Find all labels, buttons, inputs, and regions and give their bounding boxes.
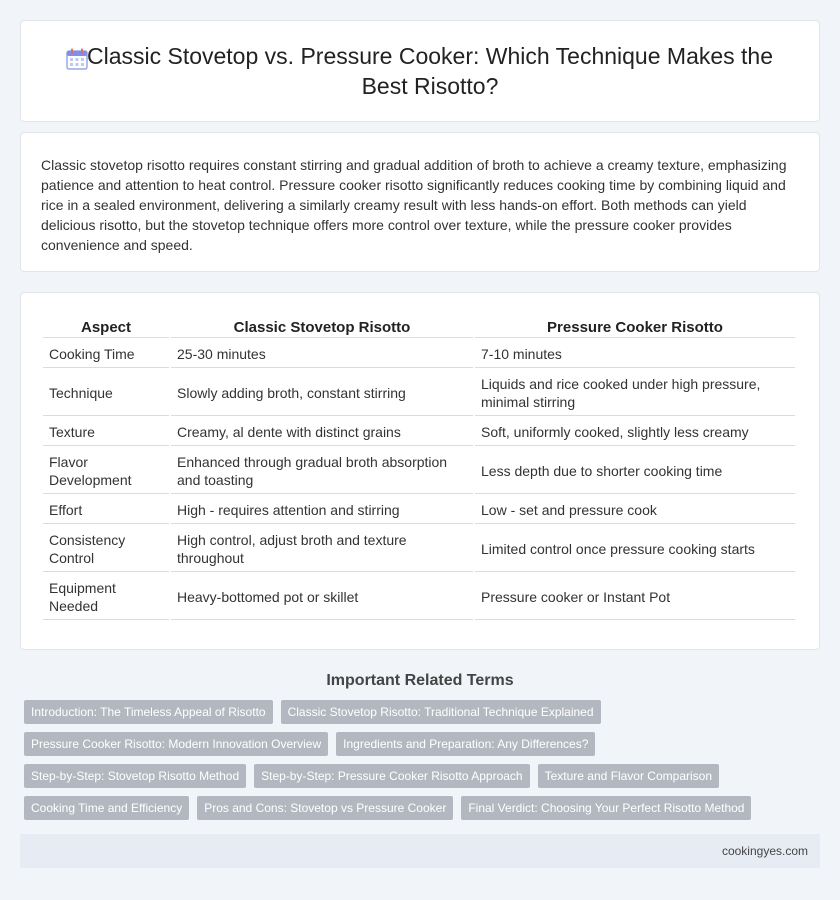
related-term-tag[interactable]: Step-by-Step: Stovetop Risotto Method [24, 764, 246, 788]
row-aspect: Equipment Needed [43, 574, 169, 620]
title-wrap [41, 41, 799, 101]
table-row [43, 340, 795, 368]
row-pressure-cooker: Pressure cooker or Instant Pot [475, 574, 795, 620]
table-row [43, 418, 795, 446]
related-term-tag[interactable]: Cooking Time and Efficiency [24, 796, 189, 820]
related-term-tag[interactable]: Ingredients and Preparation: Any Differences? [336, 732, 595, 756]
related-terms-title: Important Related Terms [326, 672, 514, 689]
table-row [43, 496, 795, 524]
row-pressure-cooker: Soft, uniformly cooked, slightly less creamy [475, 418, 795, 446]
row-stovetop: Heavy-bottomed pot or skillet [171, 574, 473, 620]
calendar-icon [65, 47, 89, 71]
comparison-table-card [20, 292, 820, 650]
row-pressure-cooker: Low - set and pressure cook [475, 496, 795, 524]
header-stovetop: Classic Stovetop Risotto [171, 317, 473, 338]
footer [20, 834, 820, 868]
header-aspect: Aspect [43, 317, 169, 338]
row-stovetop: Slowly adding broth, constant stirring [171, 370, 473, 416]
row-aspect: Effort [43, 496, 169, 524]
row-stovetop: Creamy, al dente with distinct grains [171, 418, 473, 446]
row-pressure-cooker: 7-10 minutes [475, 340, 795, 368]
related-term-tag[interactable]: Classic Stovetop Risotto: Traditional Technique Explained [281, 700, 601, 724]
footer-site-name[interactable]: cookingyes.com [721, 844, 808, 858]
table-row [43, 574, 795, 620]
row-aspect: Flavor Development [43, 448, 169, 494]
row-stovetop: High control, adjust broth and texture throughout [171, 526, 473, 572]
related-term-tag[interactable]: Pressure Cooker Risotto: Modern Innovation Overview [24, 732, 328, 756]
row-aspect: Cooking Time [43, 340, 169, 368]
row-stovetop: Enhanced through gradual broth absorption and toasting [171, 448, 473, 494]
related-term-tag[interactable]: Final Verdict: Choosing Your Perfect Risotto Method [461, 796, 751, 820]
header-pressure-cooker: Pressure Cooker Risotto [475, 317, 795, 338]
page-title: Classic Stovetop vs. Pressure Cooker: Which Technique Makes the Best Risotto? [86, 43, 774, 99]
row-stovetop: 25-30 minutes [171, 340, 473, 368]
row-pressure-cooker: Liquids and rice cooked under high pressure, minimal stirring [475, 370, 795, 416]
row-aspect: Consistency Control [43, 526, 169, 572]
table-row [43, 526, 795, 572]
comparison-table [41, 315, 797, 622]
table-row [43, 448, 795, 494]
related-term-tag[interactable]: Introduction: The Timeless Appeal of Risotto [24, 700, 273, 724]
related-term-tag[interactable]: Pros and Cons: Stovetop vs Pressure Cooker [197, 796, 453, 820]
row-pressure-cooker: Limited control once pressure cooking starts [475, 526, 795, 572]
related-terms-list [20, 700, 820, 828]
table-header-row [43, 317, 795, 338]
intro-paragraph: Classic stovetop risotto requires constant stirring and gradual addition of broth to achieve a creamy texture, emphasizing patience and attention to heat control. Pressure cooker risotto significantly reduces cooking time by combining liquid and rice in a sealed environment, delivering a similarly creamy result with less hands-on effort. Both methods can yield delicious risotto, but the stovetop technique offers more control over texture, while the pressure cooker provides convenience and speed. [41, 157, 787, 253]
row-stovetop: High - requires attention and stirring [171, 496, 473, 524]
row-pressure-cooker: Less depth due to shorter cooking time [475, 448, 795, 494]
related-term-tag[interactable]: Step-by-Step: Pressure Cooker Risotto Approach [254, 764, 529, 788]
related-term-tag[interactable]: Texture and Flavor Comparison [538, 764, 719, 788]
row-aspect: Technique [43, 370, 169, 416]
title-card [20, 20, 820, 122]
table-row [43, 370, 795, 416]
row-aspect: Texture [43, 418, 169, 446]
intro-card [20, 132, 820, 272]
